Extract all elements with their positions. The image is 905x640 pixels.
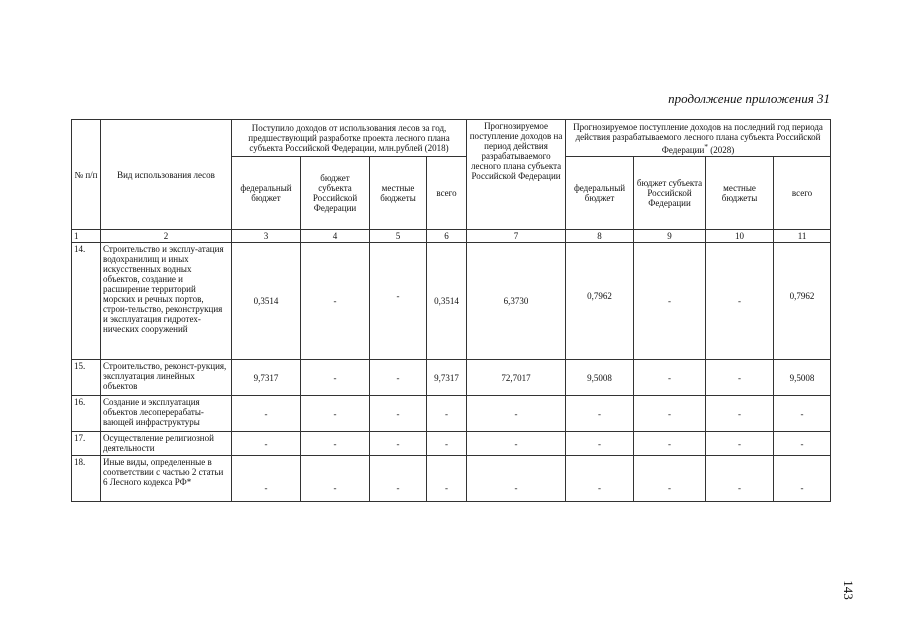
- col-number: 10: [706, 230, 774, 243]
- cell: 0,3514: [427, 243, 467, 360]
- col-number: 5: [370, 230, 427, 243]
- cell: -: [774, 432, 831, 456]
- row-name: Иные виды, определенные в соответствии с частью 2 статьи 6 Лесного кодекса РФ*: [101, 456, 232, 502]
- cell: -: [232, 456, 301, 502]
- cell: -: [370, 243, 427, 360]
- header-federal-future: федеральный бюджет: [566, 157, 634, 230]
- cell: -: [706, 243, 774, 360]
- page-number: 143: [840, 580, 856, 600]
- cell: -: [774, 456, 831, 502]
- row-name: Осуществление религиозной деятельности: [101, 432, 232, 456]
- cell: -: [467, 456, 566, 502]
- cell: -: [427, 456, 467, 502]
- table-row: [72, 243, 831, 360]
- cell: 72,7017: [467, 360, 566, 396]
- header-subject-past: бюджет субъекта Российской Федерации: [301, 157, 370, 230]
- col-number: 2: [101, 230, 232, 243]
- cell: -: [706, 396, 774, 432]
- column-number-row: [72, 230, 831, 243]
- cell: -: [427, 396, 467, 432]
- header-federal-past: федеральный бюджет: [232, 157, 301, 230]
- cell: 9,7317: [427, 360, 467, 396]
- header-future-sup: *: [704, 141, 709, 151]
- header-total-past: всего: [427, 157, 467, 230]
- col-number: 8: [566, 230, 634, 243]
- cell: -: [566, 396, 634, 432]
- cell: -: [301, 243, 370, 360]
- appendix-caption: продолжение приложения 31: [668, 91, 830, 106]
- row-number: 16.: [72, 396, 101, 432]
- col-number: 6: [427, 230, 467, 243]
- cell: 0,7962: [566, 243, 634, 360]
- cell: -: [706, 360, 774, 396]
- header-forecast-period: Прогнозируемое поступление доходов на период действия разрабатываемого лесного плана субъекта Российской Федерации: [467, 120, 566, 230]
- row-number: 17.: [72, 432, 101, 456]
- cell: -: [774, 396, 831, 432]
- header-past-group: Поступило доходов от использования лесов за год, предшествующий разработке проекта лесного плана субъекта Российской Федерации, млн.рублей (2018): [232, 120, 467, 157]
- row-number: 15.: [72, 360, 101, 396]
- row-name: Строительство и эксплу-атация водохранилищ и иных искусственных водных объектов, создание и расширение территорий морских и речных портов, строи-тельство, реконструкция и эксплуатация гидротех-нических сооружений: [101, 243, 232, 360]
- cell: -: [370, 396, 427, 432]
- table-row: [72, 360, 831, 396]
- cell: -: [706, 432, 774, 456]
- header-local-future: местные бюджеты: [706, 157, 774, 230]
- cell: -: [467, 396, 566, 432]
- cell: 0,3514: [232, 243, 301, 360]
- cell: 9,5008: [774, 360, 831, 396]
- cell: -: [232, 396, 301, 432]
- cell: -: [301, 456, 370, 502]
- table-row: [72, 396, 831, 432]
- col-number: 7: [467, 230, 566, 243]
- row-number: 14.: [72, 243, 101, 360]
- cell: -: [370, 456, 427, 502]
- header-future-year: (2028): [708, 144, 735, 155]
- header-future-text: Прогнозируемое поступление доходов на последний год периода действия разрабатываемого лесного плана субъекта Российской Федерации: [573, 121, 823, 155]
- cell: -: [232, 432, 301, 456]
- header-row-1: [72, 120, 831, 157]
- header-local-past: местные бюджеты: [370, 157, 427, 230]
- cell: 0,7962: [774, 243, 831, 360]
- row-name: Строительство, реконст-рукция, эксплуатация линейных объектов: [101, 360, 232, 396]
- header-future-group: [566, 120, 831, 157]
- cell: -: [634, 243, 706, 360]
- table-row: [72, 432, 831, 456]
- row-name: Создание и эксплуатация объектов лесоперерабаты-вающей инфраструктуры: [101, 396, 232, 432]
- header-total-future: всего: [774, 157, 831, 230]
- cell: -: [634, 456, 706, 502]
- cell: -: [634, 432, 706, 456]
- cell: -: [634, 396, 706, 432]
- header-subject-future: бюджет субъекта Российской Федерации: [634, 157, 706, 230]
- cell: -: [301, 396, 370, 432]
- col-number: 11: [774, 230, 831, 243]
- cell: -: [566, 432, 634, 456]
- col-number: 1: [72, 230, 101, 243]
- cell: -: [370, 360, 427, 396]
- cell: -: [301, 360, 370, 396]
- cell: -: [706, 456, 774, 502]
- cell: -: [634, 360, 706, 396]
- col-number: 3: [232, 230, 301, 243]
- col-number: 9: [634, 230, 706, 243]
- col-number: 4: [301, 230, 370, 243]
- revenue-table: [71, 119, 831, 502]
- table-row: [72, 456, 831, 502]
- cell: -: [301, 432, 370, 456]
- cell: -: [370, 432, 427, 456]
- row-number: 18.: [72, 456, 101, 502]
- cell: -: [467, 432, 566, 456]
- cell: -: [427, 432, 467, 456]
- header-type: Вид использования лесов: [101, 120, 232, 230]
- cell: -: [566, 456, 634, 502]
- header-num: № п/п: [72, 120, 101, 230]
- cell: 9,7317: [232, 360, 301, 396]
- cell: 9,5008: [566, 360, 634, 396]
- cell: 6,3730: [467, 243, 566, 360]
